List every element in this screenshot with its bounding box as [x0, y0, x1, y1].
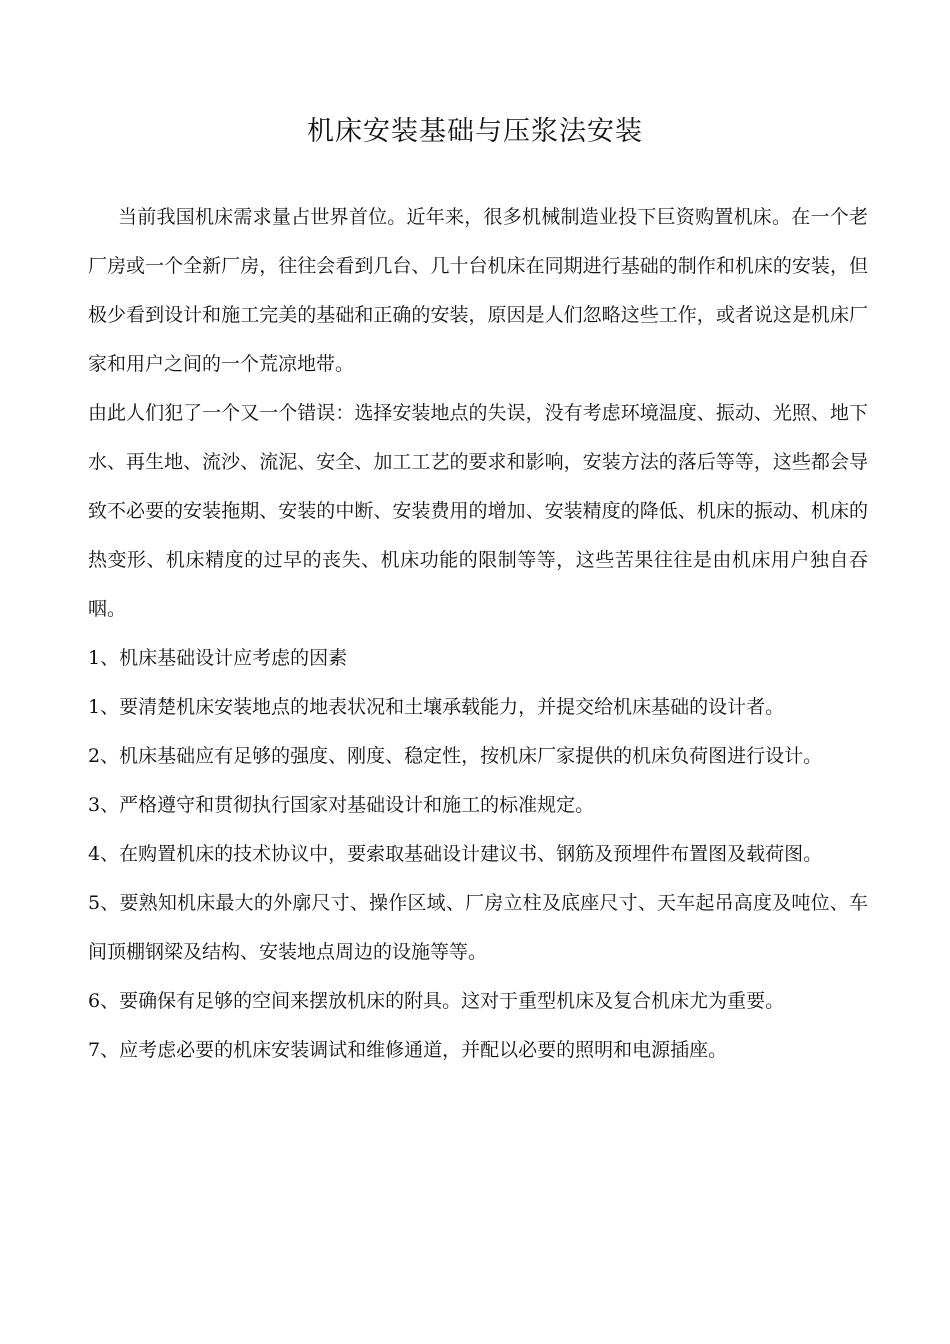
list-item-2: 2、机床基础应有足够的强度、刚度、稳定性，按机床厂家提供的机床负荷图进行设计。: [88, 745, 823, 767]
intro-paragraph: 当前我国机床需求量占世界首位。近年来，很多机械制造业投下巨资购置机床。在一个老厂房或一个全新厂房，往往会看到几台、几十台机床在同期进行基础的制作和机床的安装，但极少看到设计和施工完美的基础和正确的安装，原因是人们忽略这些工作，或者说这是机床厂家和用户之间的一个荒凉地带。: [88, 206, 868, 375]
list-item-6: 6、要确保有足够的空间来摆放机床的附具。这对于重型机床及复合机床尤为重要。: [88, 990, 785, 1012]
section-heading: 1、机床基础设计应考虑的因素: [88, 647, 348, 669]
document-title: 机床安装基础与压浆法安装: [307, 116, 643, 147]
list-item-4: 4、在购置机床的技术协议中，要索取基础设计建议书、钢筋及预埋件布置图及载荷图。: [88, 843, 823, 865]
document-body: [88, 193, 868, 1075]
list-item-1: 1、要清楚机床安装地点的地表状况和土壤承载能力，并提交给机床基础的设计者。: [88, 696, 785, 718]
list-item-7: 7、应考虑必要的机床安装调试和维修通道，并配以必要的照明和电源插座。: [88, 1039, 728, 1061]
list-item-3: 3、严格遵守和贯彻执行国家对基础设计和施工的标准规定。: [88, 794, 595, 816]
errors-paragraph: 由此人们犯了一个又一个错误：选择安装地点的失误，没有考虑环境温度、振动、光照、地下水、再生地、流沙、流泥、安全、加工工艺的要求和影响，安装方法的落后等等，这些都会导致不必要的安装拖期、安装的中断、安装费用的增加、安装精度的降低、机床的振动、机床的热变形、机床精度的过早的丧失、机床功能的限制等等，这些苦果往往是由机床用户独自吞咽。: [88, 402, 868, 620]
list-item-5: 5、要熟知机床最大的外廓尺寸、操作区域、厂房立柱及底座尺寸、天车起吊高度及吨位、车间顶棚钢梁及结构、安装地点周边的设施等等。: [88, 892, 868, 963]
